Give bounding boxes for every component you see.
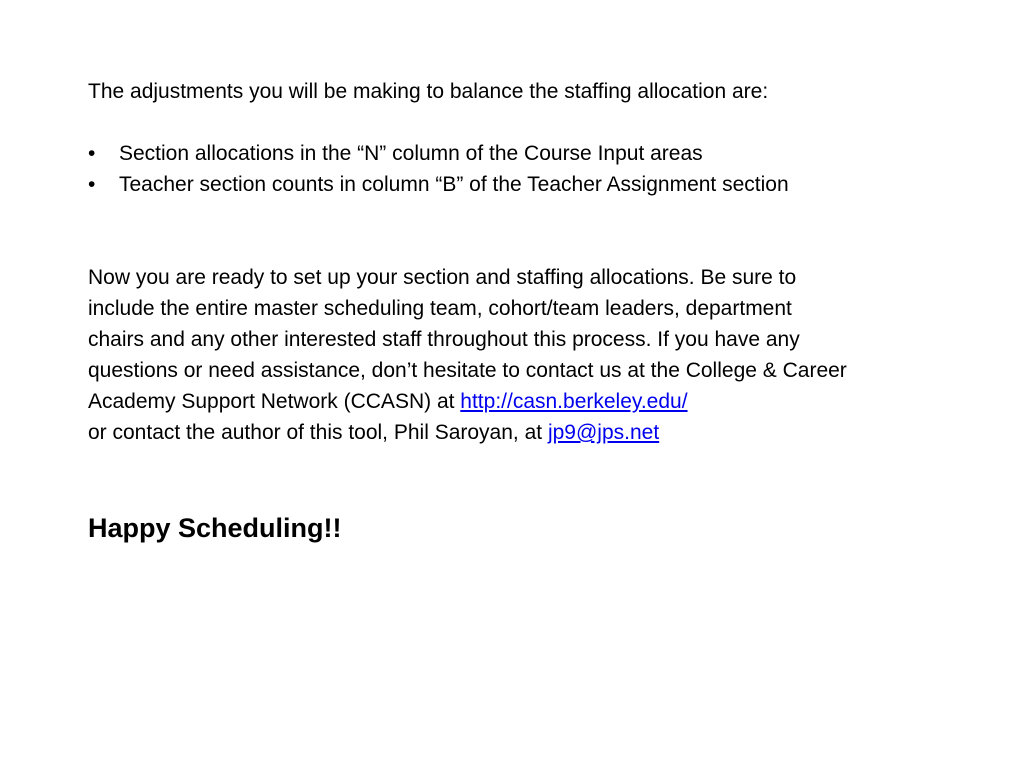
paragraph-text: or contact the author of this tool, Phil Saroyan, at — [88, 421, 548, 444]
paragraph-line — [88, 386, 948, 417]
bullet-item — [88, 138, 948, 169]
bullet-item — [88, 169, 948, 200]
bullet-list — [88, 138, 948, 200]
paragraph-line: Now you are ready to set up your section and staffing allocations. Be sure to — [88, 266, 797, 289]
paragraph-line — [88, 417, 948, 448]
bullet-text: Section allocations in the “N” column of the Course Input areas — [119, 142, 703, 165]
paragraph-line: questions or need assistance, don’t hesitate to contact us at the College & Career — [88, 359, 847, 382]
ccasn-website-link[interactable]: http://casn.berkeley.edu/ — [460, 390, 688, 413]
instructions-paragraph — [88, 262, 948, 448]
paragraph-line: include the entire master scheduling team, cohort/team leaders, department — [88, 297, 792, 320]
paragraph-line: chairs and any other interested staff throughout this process. If you have any — [88, 328, 800, 351]
paragraph-text: Academy Support Network (CCASN) at — [88, 390, 461, 413]
slide-content — [88, 76, 948, 546]
bullet-icon: • — [88, 142, 96, 165]
bullet-icon: • — [88, 173, 96, 196]
closing-heading: Happy Scheduling!! — [88, 513, 342, 543]
author-email-link[interactable]: jp9@jps.net — [547, 421, 660, 444]
bullet-text: Teacher section counts in column “B” of the Teacher Assignment section — [119, 173, 789, 196]
intro-text: The adjustments you will be making to balance the staffing allocation are: — [88, 80, 769, 103]
